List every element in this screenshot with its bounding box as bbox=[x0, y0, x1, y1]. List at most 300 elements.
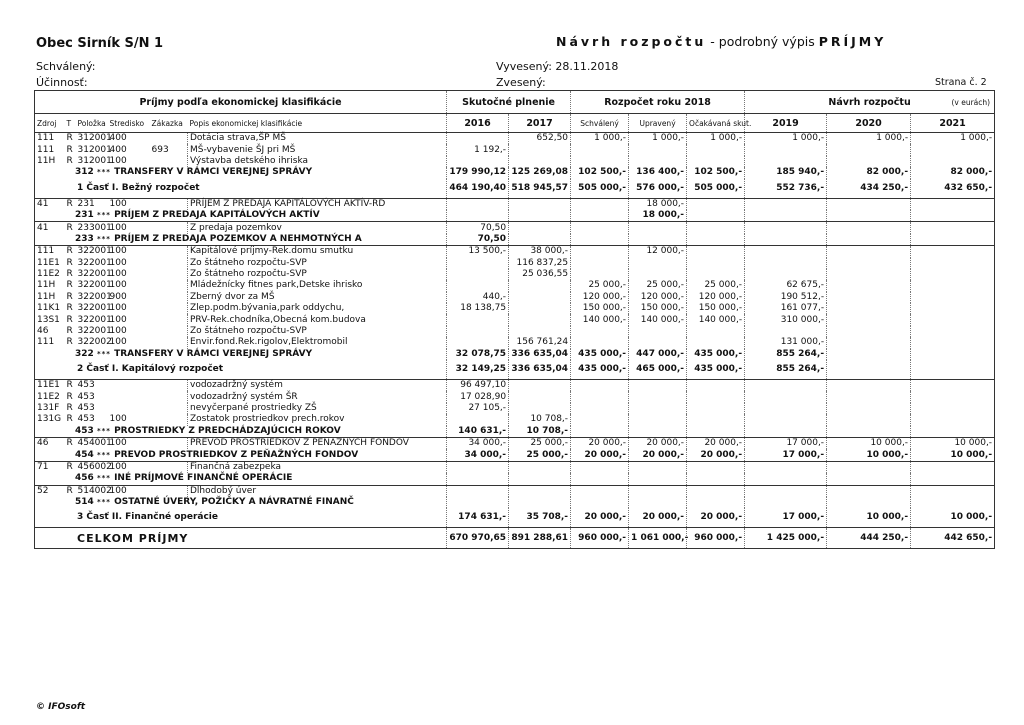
cell-v2019 bbox=[745, 156, 827, 167]
cell-oca bbox=[687, 497, 745, 508]
cell-v2017 bbox=[509, 403, 571, 414]
subtotal-code: 514 bbox=[75, 497, 94, 508]
cell-v2016: 32 149,25 bbox=[447, 360, 509, 380]
cell-upr: 120 000,- bbox=[629, 292, 687, 303]
cell-popis: Dlhodobý úver bbox=[188, 485, 447, 497]
cell-v2016: 96 497,10 bbox=[447, 380, 509, 392]
cell-zakazka bbox=[150, 485, 188, 497]
cell-upr: 1 000,- bbox=[629, 133, 687, 145]
subtotal-code: 453 bbox=[75, 425, 94, 436]
col-upraveny: Upravený bbox=[629, 114, 687, 133]
cell-sch bbox=[571, 258, 629, 269]
cell-v2017: 336 635,04 bbox=[509, 360, 571, 380]
grand-total-label: CELKOM PRÍJMY bbox=[35, 528, 447, 549]
cell-v2017: 35 708,- bbox=[509, 508, 571, 528]
cell-v2020 bbox=[827, 485, 911, 497]
cell-popis: Z predaja pozemkov bbox=[188, 222, 447, 234]
cell-sch bbox=[571, 391, 629, 402]
cell-v2020 bbox=[827, 461, 911, 473]
table-row bbox=[35, 391, 995, 402]
cell-t: R bbox=[66, 438, 73, 449]
table-row bbox=[35, 485, 995, 497]
cell-zdroj: 52 bbox=[35, 485, 65, 497]
subtotal-code: 456 bbox=[75, 473, 94, 484]
cell-zdroj: 11E2 bbox=[35, 391, 65, 402]
cell-v2021 bbox=[911, 485, 995, 497]
cell-popis: Zo štátneho rozpočtu-SVP bbox=[188, 269, 447, 280]
subtotal-stars: *** bbox=[96, 234, 111, 243]
cell-polozka: 312001 bbox=[77, 155, 112, 166]
subtotal-label bbox=[35, 167, 447, 178]
cell-popis: Dotácia strava,ŠP MŠ bbox=[188, 133, 447, 145]
subtotal-code: 454 bbox=[75, 449, 94, 460]
cell-zakazka bbox=[150, 461, 188, 473]
section-total-row bbox=[35, 508, 995, 528]
cell-v2016 bbox=[447, 414, 509, 425]
budget-table bbox=[34, 90, 995, 549]
cell-t: R bbox=[66, 403, 73, 413]
cell-stredisko bbox=[108, 403, 150, 414]
col-t: T bbox=[65, 114, 76, 133]
cell-popis: Mládežnícky fitnes park,Detske ihrisko bbox=[188, 280, 447, 291]
table-row bbox=[35, 269, 995, 280]
cell-oca bbox=[687, 222, 745, 234]
cell-v2016: 464 190,40 bbox=[447, 179, 509, 199]
subtotal-row bbox=[35, 167, 995, 178]
cell-v2020 bbox=[827, 414, 911, 425]
cell-t: R bbox=[66, 144, 73, 155]
cell-v2021 bbox=[911, 380, 995, 392]
col-zakazka: Zákazka bbox=[150, 114, 188, 133]
col-group-proposal bbox=[745, 91, 995, 114]
cell-upr: 136 400,- bbox=[629, 167, 687, 178]
cell-oca bbox=[687, 461, 745, 473]
cell-v2019 bbox=[745, 234, 827, 246]
cell-sch bbox=[571, 198, 629, 210]
section-total-label: 3 Časť II. Finančné operácie bbox=[35, 508, 447, 528]
cell-v2020 bbox=[827, 326, 911, 337]
cell-polozka: 312001 bbox=[77, 144, 112, 155]
cell-v2021: 1 000,- bbox=[911, 133, 995, 145]
subtotal-text: TRANSFERY V RÁMCI VEREJNEJ SPRÁVY bbox=[114, 348, 313, 359]
cell-v2017: 116 837,25 bbox=[509, 258, 571, 269]
cell-sch bbox=[571, 326, 629, 337]
cell-stredisko bbox=[108, 391, 150, 402]
cell-v2019 bbox=[745, 414, 827, 425]
subtotal-stars: *** bbox=[96, 168, 111, 177]
cell-sch bbox=[571, 414, 629, 425]
cell-sch bbox=[571, 403, 629, 414]
cell-v2019 bbox=[745, 497, 827, 508]
cell-v2020 bbox=[827, 258, 911, 269]
cell-stredisko: 100 bbox=[109, 326, 127, 337]
cell-v2020: 10 000,- bbox=[827, 449, 911, 461]
subtotal-stars: *** bbox=[96, 426, 111, 435]
cell-v2021: 82 000,- bbox=[911, 167, 995, 178]
cell-sch: 435 000,- bbox=[571, 349, 629, 360]
cell-v2016 bbox=[447, 497, 509, 508]
cell-v2019 bbox=[745, 258, 827, 269]
cell-polozka: 233001 bbox=[77, 222, 112, 233]
cell-upr bbox=[629, 234, 687, 246]
cell-sch: 20 000,- bbox=[571, 508, 629, 528]
cell-oca bbox=[687, 198, 745, 210]
cell-t: R bbox=[66, 222, 73, 233]
cell-t: R bbox=[66, 326, 73, 337]
cell-v2016: 440,- bbox=[447, 292, 509, 303]
cell-upr: 465 000,- bbox=[629, 360, 687, 380]
cell-zdroj: 131F bbox=[35, 403, 65, 414]
table-row bbox=[35, 380, 995, 392]
cell-stredisko: 900 bbox=[109, 291, 127, 302]
cell-v2016: 18 138,75 bbox=[447, 303, 509, 314]
cell-zdroj: 41 bbox=[35, 198, 65, 210]
subtotal-label bbox=[35, 473, 447, 485]
cell-oca: 140 000,- bbox=[687, 314, 745, 325]
cell-oca bbox=[687, 380, 745, 392]
cell-v2020 bbox=[827, 349, 911, 360]
cell-v2016 bbox=[447, 269, 509, 280]
cell-popis: Zo štátneho rozpočtu-SVP bbox=[188, 258, 447, 269]
cell-zdroj: 13S1 bbox=[35, 314, 65, 325]
cell-popis: Envir.fond.Rek.rigolov,Elektromobil bbox=[188, 337, 447, 348]
cell-v2017: 652,50 bbox=[509, 133, 571, 145]
cell-v2021 bbox=[911, 314, 995, 325]
cell-polozka: 322001 bbox=[77, 291, 112, 302]
cell-v2020 bbox=[827, 144, 911, 155]
cell-v2021 bbox=[911, 360, 995, 380]
cell-v2020 bbox=[827, 497, 911, 508]
cell-popis: PRV-Rek.chodníka,Obecná kom.budova bbox=[188, 314, 447, 325]
subtotal-code: 322 bbox=[75, 348, 94, 359]
cell-v2019: 552 736,- bbox=[745, 179, 827, 199]
cell-v2019: 310 000,- bbox=[745, 314, 827, 325]
cell-stredisko: 100 bbox=[109, 461, 127, 472]
cell-sch: 960 000,- bbox=[571, 528, 629, 549]
cell-oca: 120 000,- bbox=[687, 292, 745, 303]
cell-polozka: 453 bbox=[77, 391, 95, 402]
cell-upr: 576 000,- bbox=[629, 179, 687, 199]
cell-v2019: 17 000,- bbox=[745, 449, 827, 461]
table-row bbox=[35, 303, 995, 314]
cell-stredisko: 100 bbox=[109, 314, 127, 325]
cell-oca bbox=[687, 326, 745, 337]
subtotal-text: PREVOD PROSTRIEDKOV Z PEŇAŽNÝCH FONDOV bbox=[114, 449, 359, 460]
cell-v2020 bbox=[827, 303, 911, 314]
cell-upr: 18 000,- bbox=[629, 198, 687, 210]
cell-popis: Finančná zabezpeka bbox=[188, 461, 447, 473]
section-total-row bbox=[35, 360, 995, 380]
cell-stredisko: 100 bbox=[109, 485, 127, 496]
cell-upr: 447 000,- bbox=[629, 349, 687, 360]
cell-v2016 bbox=[447, 280, 509, 291]
cell-t: R bbox=[66, 291, 73, 302]
subtotal-row bbox=[35, 449, 995, 461]
cell-sch bbox=[571, 497, 629, 508]
cell-zdroj: 11H bbox=[35, 280, 65, 291]
cell-oca bbox=[687, 485, 745, 497]
cell-oca: 102 500,- bbox=[687, 167, 745, 178]
cell-polozka: 231 bbox=[77, 198, 95, 209]
cell-v2016: 174 631,- bbox=[447, 508, 509, 528]
cell-upr bbox=[629, 426, 687, 438]
cell-stredisko: 100 bbox=[109, 337, 127, 348]
cell-zdroj: 46 bbox=[35, 437, 65, 449]
page-number: Strana č. 2 bbox=[935, 77, 987, 88]
cell-v2017 bbox=[509, 380, 571, 392]
cell-sch bbox=[571, 234, 629, 246]
cell-v2016 bbox=[447, 461, 509, 473]
cell-zdroj: 11E1 bbox=[35, 380, 65, 392]
cell-v2021 bbox=[911, 222, 995, 234]
cell-v2021 bbox=[911, 461, 995, 473]
cell-zdroj: 111 bbox=[35, 246, 65, 258]
cell-upr bbox=[629, 403, 687, 414]
col-2021: 2021 bbox=[911, 114, 995, 133]
cell-v2019 bbox=[745, 326, 827, 337]
cell-upr: 25 000,- bbox=[629, 280, 687, 291]
col-group-budget: Rozpočet roku 2018 bbox=[571, 91, 745, 114]
cell-t: R bbox=[66, 414, 73, 425]
subtotal-stars: *** bbox=[96, 211, 111, 220]
subtotal-text: TRANSFERY V RÁMCI VEREJNEJ SPRÁVY bbox=[114, 167, 313, 178]
subtotal-text: INÉ PRÍJMOVÉ FINANČNÉ OPERÁCIE bbox=[114, 473, 293, 484]
cell-t: R bbox=[66, 133, 73, 144]
cell-zdroj: 11E1 bbox=[35, 258, 65, 269]
cell-v2017 bbox=[509, 156, 571, 167]
cell-v2017 bbox=[509, 198, 571, 210]
cell-v2021 bbox=[911, 303, 995, 314]
cell-v2021 bbox=[911, 198, 995, 210]
cell-popis: Zberný dvor za MŠ bbox=[188, 292, 447, 303]
cell-sch: 20 000,- bbox=[571, 449, 629, 461]
cell-v2016 bbox=[447, 326, 509, 337]
subtotal-row bbox=[35, 210, 995, 222]
cell-oca bbox=[687, 144, 745, 155]
header-row-groups bbox=[35, 91, 995, 114]
cell-v2016 bbox=[447, 314, 509, 325]
cell-t: R bbox=[66, 198, 73, 209]
subtotal-text: PROSTRIEDKY Z PREDCHÁDZAJÚCICH ROKOV bbox=[114, 425, 341, 436]
cell-v2016 bbox=[447, 133, 509, 145]
cell-v2020 bbox=[827, 222, 911, 234]
cell-sch bbox=[571, 473, 629, 485]
approved-label: Schválený: bbox=[36, 60, 96, 73]
cell-zakazka bbox=[150, 292, 188, 303]
cell-zakazka bbox=[150, 337, 188, 348]
cell-v2016: 179 990,12 bbox=[447, 167, 509, 178]
cell-sch: 120 000,- bbox=[571, 292, 629, 303]
cell-popis: PRÍJEM Z PREDAJA KAPITÁLOVÝCH AKTÍV-RD bbox=[188, 198, 447, 210]
cell-v2020 bbox=[827, 403, 911, 414]
cell-upr bbox=[629, 461, 687, 473]
cell-zakazka bbox=[150, 133, 188, 145]
cell-upr bbox=[629, 156, 687, 167]
subtotal-code: 233 bbox=[75, 233, 94, 244]
cell-v2020 bbox=[827, 314, 911, 325]
cell-zdroj: 111 bbox=[35, 133, 65, 145]
cell-v2017: 336 635,04 bbox=[509, 349, 571, 360]
cell-zakazka bbox=[150, 326, 188, 337]
cell-oca bbox=[687, 403, 745, 414]
cell-oca: 435 000,- bbox=[687, 349, 745, 360]
cell-v2019 bbox=[745, 403, 827, 414]
cell-oca bbox=[687, 473, 745, 485]
cell-v2019: 185 940,- bbox=[745, 167, 827, 178]
title-type: PRÍJMY bbox=[818, 34, 887, 49]
cell-v2021 bbox=[911, 426, 995, 438]
section-total-label: 1 Časť I. Bežný rozpočet bbox=[35, 179, 447, 199]
cell-t: R bbox=[66, 461, 73, 472]
cell-upr: 1 061 000,- bbox=[629, 528, 687, 549]
cell-upr bbox=[629, 222, 687, 234]
cell-v2019 bbox=[745, 485, 827, 497]
cell-upr: 20 000,- bbox=[629, 449, 687, 461]
cell-zdroj: 71 bbox=[35, 461, 65, 473]
cell-v2019 bbox=[745, 144, 827, 155]
cell-stredisko: 100 bbox=[109, 246, 127, 257]
subtotal-stars: *** bbox=[96, 474, 111, 483]
cell-v2017 bbox=[509, 292, 571, 303]
table-row bbox=[35, 403, 995, 414]
cell-v2017 bbox=[509, 461, 571, 473]
cell-oca: 960 000,- bbox=[687, 528, 745, 549]
table-row bbox=[35, 133, 995, 145]
table-row bbox=[35, 326, 995, 337]
cell-sch bbox=[571, 246, 629, 258]
cell-upr bbox=[629, 391, 687, 402]
cell-oca bbox=[687, 426, 745, 438]
cell-t: R bbox=[66, 155, 73, 166]
cell-v2020: 10 000,- bbox=[827, 437, 911, 449]
cell-upr: 140 000,- bbox=[629, 314, 687, 325]
cell-v2017: 156 761,24 bbox=[509, 337, 571, 348]
subtotal-label bbox=[35, 497, 447, 508]
subtotal-code: 312 bbox=[75, 167, 94, 178]
cell-v2017 bbox=[509, 234, 571, 246]
subtotal-text: PRÍJEM Z PREDAJA POZEMKOV A NEHMOTNÝCH A bbox=[114, 233, 362, 244]
cell-sch bbox=[571, 222, 629, 234]
cell-v2017 bbox=[509, 280, 571, 291]
cell-v2020 bbox=[827, 269, 911, 280]
table-row bbox=[35, 258, 995, 269]
cell-upr: 12 000,- bbox=[629, 246, 687, 258]
cell-v2016: 670 970,65 bbox=[447, 528, 509, 549]
cell-sch: 435 000,- bbox=[571, 360, 629, 380]
cell-v2021 bbox=[911, 326, 995, 337]
cell-polozka: 456002 bbox=[77, 461, 112, 472]
cell-v2021 bbox=[911, 258, 995, 269]
cell-v2021 bbox=[911, 156, 995, 167]
cell-upr: 150 000,- bbox=[629, 303, 687, 314]
cell-v2016: 70,50 bbox=[447, 222, 509, 234]
cell-v2019 bbox=[745, 198, 827, 210]
cell-sch bbox=[571, 144, 629, 155]
cell-v2019: 855 264,- bbox=[745, 360, 827, 380]
table-row bbox=[35, 144, 995, 155]
cell-zdroj: 11K1 bbox=[35, 303, 65, 314]
cell-t: R bbox=[66, 246, 73, 257]
cell-popis: Kapitálové príjmy-Rek.domu smutku bbox=[188, 246, 447, 258]
cell-zakazka bbox=[150, 156, 188, 167]
cell-upr: 18 000,- bbox=[629, 210, 687, 222]
cell-v2019 bbox=[745, 210, 827, 222]
software-footer: © IFOsoft bbox=[36, 702, 86, 712]
subtotal-text: PRÍJEM Z PREDAJA KAPITÁLOVÝCH AKTÍV bbox=[114, 210, 320, 221]
cell-sch bbox=[571, 210, 629, 222]
cell-popis: vodozadržný systém ŠR bbox=[188, 391, 447, 402]
cell-sch: 1 000,- bbox=[571, 133, 629, 145]
subtotal-row bbox=[35, 473, 995, 485]
cell-v2020 bbox=[827, 234, 911, 246]
cell-oca bbox=[687, 156, 745, 167]
section-total-label: 2 Časť I. Kapitálový rozpočet bbox=[35, 360, 447, 380]
cell-oca: 20 000,- bbox=[687, 437, 745, 449]
cell-v2017 bbox=[509, 497, 571, 508]
col-group-proposal-label: Návrh rozpočtu bbox=[828, 96, 911, 108]
subtotal-row bbox=[35, 234, 995, 246]
cell-v2016 bbox=[447, 210, 509, 222]
cell-v2017 bbox=[509, 303, 571, 314]
cell-v2017: 25 000,- bbox=[509, 449, 571, 461]
cell-stredisko: 100 bbox=[109, 257, 127, 268]
cell-oca: 435 000,- bbox=[687, 360, 745, 380]
cell-sch: 505 000,- bbox=[571, 179, 629, 199]
cell-v2017 bbox=[509, 391, 571, 402]
table-row bbox=[35, 198, 995, 210]
cell-zakazka bbox=[150, 414, 188, 425]
cell-v2020 bbox=[827, 280, 911, 291]
cell-v2016: 34 000,- bbox=[447, 449, 509, 461]
cell-v2021 bbox=[911, 234, 995, 246]
col-ocakavana: Očakávaná skut. bbox=[687, 114, 745, 133]
cell-upr bbox=[629, 485, 687, 497]
cell-t: R bbox=[66, 269, 73, 280]
effective-label: Účinnosť: bbox=[36, 76, 88, 89]
cell-v2020 bbox=[827, 337, 911, 348]
cell-zdroj: 11H bbox=[35, 156, 65, 167]
cell-v2021 bbox=[911, 403, 995, 414]
subtotal-label bbox=[35, 449, 447, 461]
cell-v2021 bbox=[911, 497, 995, 508]
cell-sch bbox=[571, 269, 629, 280]
cell-stredisko: 100 bbox=[109, 155, 127, 166]
cell-v2020 bbox=[827, 473, 911, 485]
cell-sch: 150 000,- bbox=[571, 303, 629, 314]
cell-stredisko: 100 bbox=[109, 303, 127, 314]
document-title bbox=[556, 34, 886, 49]
cell-v2021: 10 000,- bbox=[911, 508, 995, 528]
cell-v2021 bbox=[911, 349, 995, 360]
subtotal-text: OSTATNÉ ÚVERY, POŽIČKY A NÁVRATNÉ FINANČ bbox=[114, 497, 354, 508]
col-2016: 2016 bbox=[447, 114, 509, 133]
cell-popis: nevyčerpané prostriedky ZŠ bbox=[188, 403, 447, 414]
cell-t: R bbox=[66, 380, 73, 391]
cell-v2017 bbox=[509, 326, 571, 337]
cell-oca: 20 000,- bbox=[687, 449, 745, 461]
cell-sch bbox=[571, 485, 629, 497]
cell-zdroj: 131G bbox=[35, 414, 65, 425]
cell-t: R bbox=[66, 391, 73, 402]
cell-stredisko: 100 bbox=[109, 222, 127, 233]
col-popis: Popis ekonomickej klasifikácie bbox=[188, 114, 447, 133]
cell-zdroj: 11E2 bbox=[35, 269, 65, 280]
cell-sch: 102 500,- bbox=[571, 167, 629, 178]
table-row bbox=[35, 314, 995, 325]
cell-zakazka bbox=[150, 380, 188, 392]
cell-v2021 bbox=[911, 280, 995, 291]
table-row bbox=[35, 414, 995, 425]
